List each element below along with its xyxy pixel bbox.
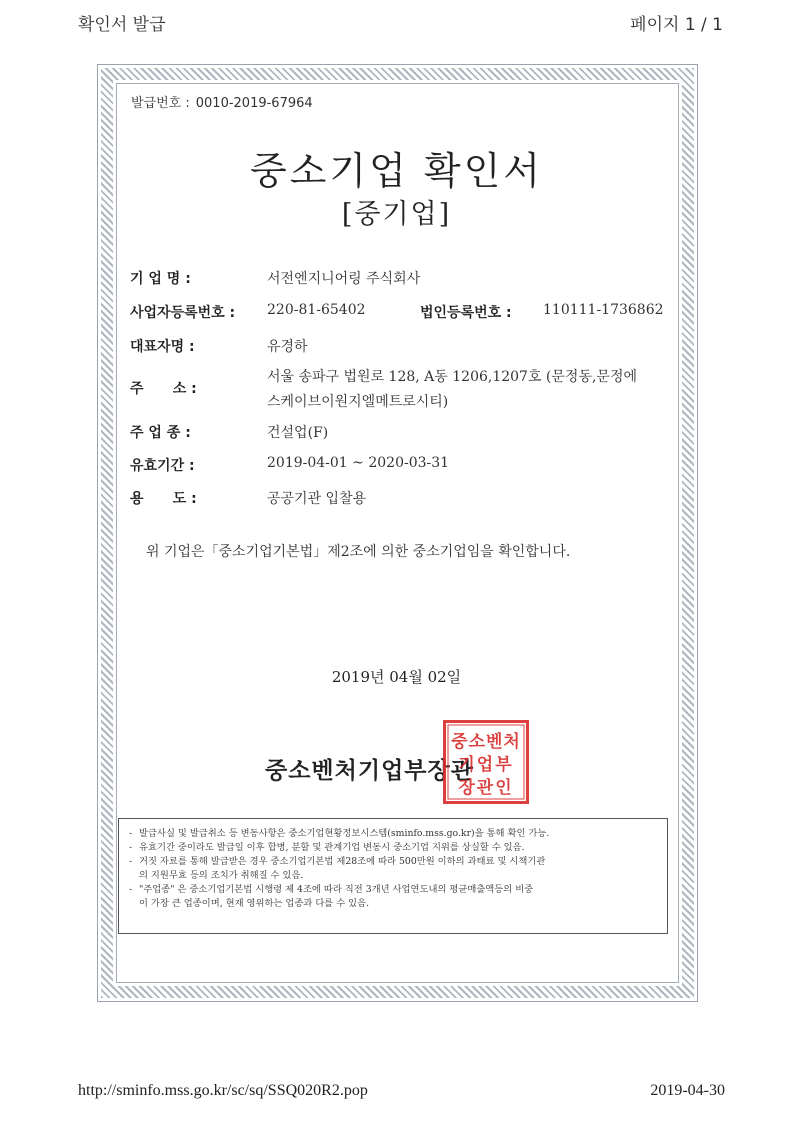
field-label: 법인등록번호 : bbox=[420, 305, 512, 321]
field-value: 2019-04-01 ~ 2020-03-31 bbox=[267, 455, 450, 471]
note-text: "주업종" 은 중소기업기본법 시행령 제 4조에 따라 직전 3개년 사업연도내의 평균매출액등의 비중 bbox=[139, 884, 534, 895]
field-value: 서울 송파구 법원로 128, A동 1206,1207호 (문정동,문정에 bbox=[267, 369, 637, 385]
official-seal bbox=[443, 720, 529, 804]
note-text: 발급사실 및 발급취소 등 변동사항은 중소기업현황정보시스템(sminfo.mss.go.kr)을 통해 확인 가능. bbox=[139, 828, 550, 839]
field-value: 유경하 bbox=[267, 339, 308, 355]
signer-title: 중소벤처기업부장관 bbox=[265, 758, 474, 784]
note-bullet: - bbox=[129, 828, 133, 839]
confirmation-statement: 위 기업은「중소기업기본법」제2조에 의한 중소기업임을 확인합니다. bbox=[146, 544, 571, 560]
field-label: 사업자등록번호 : bbox=[130, 305, 236, 321]
svg-text:중소벤처: 중소벤처 bbox=[451, 732, 521, 752]
field-label: 주 소 : bbox=[130, 381, 197, 397]
print-header-page: 페이지 1 / 1 bbox=[630, 15, 723, 35]
notes-box bbox=[118, 818, 668, 934]
note-text: 거짓 자료를 통해 발급받은 경우 중소기업기본법 제28조에 따라 500만원 이하의 과태료 및 시책기관 bbox=[139, 856, 546, 867]
print-header-title: 확인서 발급 bbox=[78, 15, 166, 35]
note-text: 유효기간 중이라도 발급일 이후 합병, 분할 및 관계기업 변동시 중소기업 지위를 상실할 수 있음. bbox=[139, 842, 525, 853]
field-value: 건설업(F) bbox=[267, 425, 329, 441]
field-label: 대표자명 : bbox=[130, 339, 195, 355]
field-value: 스케이브이원지엘메트로시티) bbox=[267, 394, 449, 410]
issue-number bbox=[131, 92, 313, 111]
print-footer-url: http://sminfo.mss.go.kr/sc/sq/SSQ020R2.pop bbox=[78, 1082, 368, 1099]
field-value: 110111-1736862 bbox=[543, 302, 664, 318]
note-text-continued: 의 지원무효 등의 조치가 취해질 수 있음. bbox=[139, 870, 304, 881]
seal-graphic bbox=[446, 723, 532, 807]
note-item bbox=[129, 841, 657, 855]
note-item bbox=[129, 883, 657, 897]
field-value: 220-81-65402 bbox=[267, 302, 366, 318]
field-label: 유효기간 : bbox=[130, 458, 195, 474]
field-label: 용 도 : bbox=[130, 491, 197, 507]
field-value: 공공기관 입찰용 bbox=[267, 491, 367, 507]
document-title: 중소기업 확인서 bbox=[249, 149, 544, 193]
document-subtitle: [중기업] bbox=[341, 199, 452, 230]
print-footer-date: 2019-04-30 bbox=[650, 1082, 725, 1099]
issue-date: 2019년 04월 02일 bbox=[331, 668, 462, 686]
field-value: 서전엔지니어링 주식회사 bbox=[267, 271, 421, 287]
note-bullet: - bbox=[129, 842, 133, 853]
field-label: 기 업 명 : bbox=[130, 271, 191, 287]
issue-number-label: 발급번호 : bbox=[131, 96, 190, 111]
svg-text:기업부: 기업부 bbox=[458, 755, 514, 775]
svg-text:장관인: 장관인 bbox=[458, 778, 514, 798]
note-bullet: - bbox=[129, 884, 133, 895]
issue-number-value: 0010-2019-67964 bbox=[195, 96, 313, 111]
note-item bbox=[129, 827, 657, 841]
note-text-continued: 이 가장 큰 업종이며, 현재 영위하는 업종과 다를 수 있음. bbox=[139, 898, 370, 909]
note-bullet: - bbox=[129, 856, 133, 867]
field-label: 주 업 종 : bbox=[130, 425, 191, 441]
note-item bbox=[129, 855, 657, 869]
